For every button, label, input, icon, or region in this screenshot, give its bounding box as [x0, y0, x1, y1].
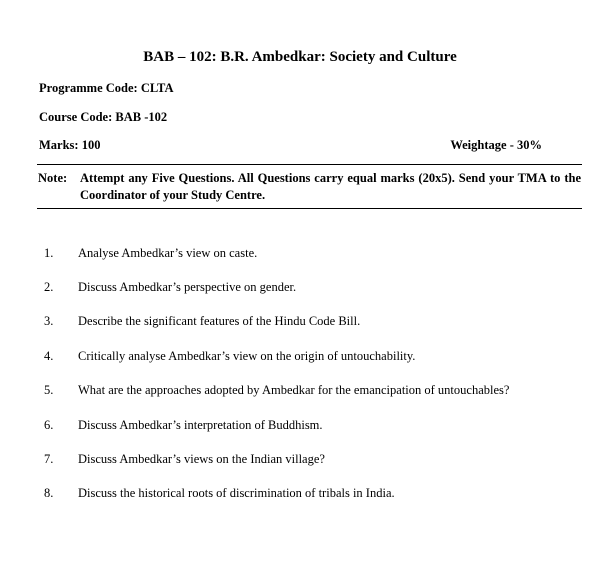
- list-item: [0, 486, 600, 504]
- question-text: Discuss Ambedkar’s views on the Indian village?: [78, 452, 325, 466]
- list-item: [0, 383, 600, 401]
- question-text: Analyse Ambedkar’s view on caste.: [78, 246, 258, 260]
- note-label: Note:: [38, 171, 68, 185]
- question-number: 2.: [44, 280, 54, 294]
- question-number: 1.: [44, 246, 54, 260]
- question-text: Critically analyse Ambedkar’s view on the origin of untouchability.: [78, 349, 416, 363]
- question-text: Discuss the historical roots of discrimination of tribals in India.: [78, 486, 395, 500]
- list-item: [0, 246, 600, 264]
- question-number: 7.: [44, 452, 54, 466]
- question-text: What are the approaches adopted by Ambedkar for the emancipation of untouchables?: [78, 383, 510, 397]
- note-box: [37, 164, 582, 209]
- question-number: 5.: [44, 383, 54, 397]
- question-number: 6.: [44, 418, 54, 432]
- document-title: BAB – 102: B.R. Ambedkar: Society and Culture: [143, 49, 457, 65]
- question-text: Discuss Ambedkar’s perspective on gender.: [78, 280, 297, 294]
- question-number: 8.: [44, 486, 54, 500]
- list-item: [0, 314, 600, 332]
- question-number: 4.: [44, 349, 54, 363]
- programme-code: Programme Code: CLTA: [39, 81, 174, 95]
- question-number: 3.: [44, 314, 54, 328]
- weightage: Weightage - 30%: [450, 138, 542, 152]
- list-item: [0, 349, 600, 367]
- note-text: Attempt any Five Questions. All Questions carry equal marks (20x5). Send your TMA to the Coordinator of your Study Centre.: [80, 171, 581, 202]
- list-item: [0, 452, 600, 470]
- marks: Marks: 100: [39, 138, 101, 152]
- question-text: Discuss Ambedkar’s interpretation of Buddhism.: [78, 418, 323, 432]
- list-item: [0, 280, 600, 298]
- question-text: Describe the significant features of the Hindu Code Bill.: [78, 314, 361, 328]
- list-item: [0, 418, 600, 436]
- course-code: Course Code: BAB -102: [39, 110, 168, 124]
